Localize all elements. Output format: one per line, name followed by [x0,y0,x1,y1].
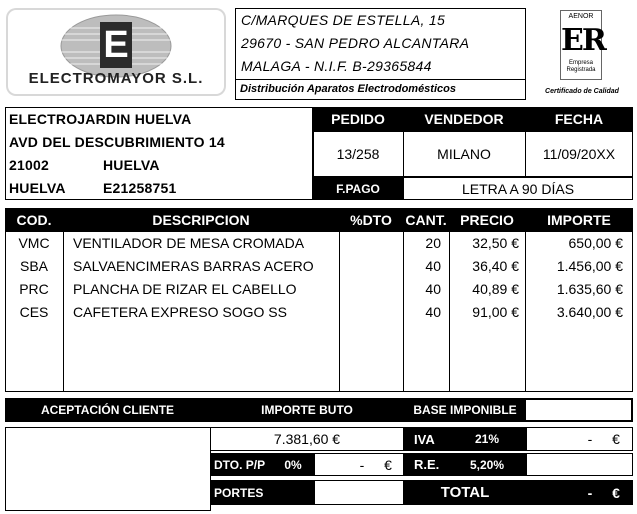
portes-value-box [314,480,404,505]
col-dto-header: %DTO [350,211,392,228]
importe-bruto-value: 7.381,60 € [210,427,404,451]
vendedor-value: MILANO [437,146,491,162]
client-tax-id: E21258751 [103,180,177,196]
dto-pp-percent: 0% [284,457,302,472]
item-cod: PRC [19,281,49,297]
client-street: AVD DEL DESCUBRIMIENTO 14 [9,134,225,150]
fecha-label: FECHA [554,111,604,127]
aceptacion-cliente-label: ACEPTACIÓN CLIENTE [40,403,175,417]
item-cant: 40 [425,258,441,274]
aenor-sub-line-1: Empresa [568,60,593,66]
iva-currency: € [612,431,620,447]
importe-bruto-label: IMPORTE BUTO [261,403,353,417]
aenor-mark-icon: ER [561,23,605,58]
base-imponible-value [526,400,631,420]
company-logo [6,8,226,96]
client-city: HUELVA [103,157,160,173]
col-cod-header: COD. [16,211,52,228]
logo-letter: E [103,23,129,66]
company-name: ELECTROMAYOR S.L. [28,70,204,87]
item-precio: 36,40 € [472,258,519,274]
re-percent: 5,20% [469,457,505,472]
aenor-certification-badge [560,10,605,80]
aenor-sub-line-2: Registrada [566,67,596,73]
item-desc: VENTILADOR DE MESA CROMADA [73,235,305,251]
item-cant: 40 [425,304,441,320]
col-cant-header: CANT. [405,211,447,228]
aenor-caption: Certificado de Calidad [545,88,619,95]
item-importe: 650,00 € [568,235,623,251]
iva-label: IVA [414,431,435,447]
col-divider [63,231,64,392]
col-desc-header: DESCRIPCION [152,211,250,228]
aenor-brand: AENOR [568,13,594,20]
dto-pp-currency: € [384,456,392,473]
item-precio: 32,50 € [472,235,519,251]
address-divider [236,79,525,80]
dto-pp-amount: - [359,456,365,473]
item-importe: 3.640,00 € [556,304,623,320]
fpago-value: LETRA A 90 DÍAS [403,177,633,200]
total-label: TOTAL [440,484,490,501]
col-precio-header: PRECIO [460,211,514,228]
re-label: R.E. [414,457,440,472]
address-line-1: C/MARQUES DE ESTELLA, 15 [241,12,446,28]
company-address-box [235,8,526,100]
item-importe: 1.635,60 € [556,281,623,297]
item-importe: 1.456,00 € [556,258,623,274]
fecha-value: 11/09/20XX [542,146,616,162]
total-value: - [587,484,593,501]
dto-pp-label: DTO. P/P [214,457,266,472]
total-currency: € [612,484,620,501]
item-cod: CES [19,304,49,320]
address-line-3: MALAGA - N.I.F. B-29365844 [241,58,432,74]
col-divider [339,231,340,392]
item-precio: 91,00 € [472,304,519,320]
client-postal-code: 21002 [9,157,49,173]
col-importe-header: IMPORTE [547,211,611,228]
item-desc: SALVAENCIMERAS BARRAS ACERO [73,258,314,274]
item-cant: 40 [425,281,441,297]
pedido-label: PEDIDO [331,111,385,127]
iva-percent: 21% [474,432,500,446]
base-imponible-label: BASE IMPONIBLE [413,403,517,417]
fpago-label: F.PAGO [313,177,403,200]
pedido-value: 13/258 [336,146,380,162]
item-cant: 20 [425,235,441,251]
client-signature-area [5,427,211,511]
address-line-2: 29670 - SAN PEDRO ALCANTARA [241,35,470,51]
re-amount-box [526,453,633,476]
aenor-subtitle [561,60,601,74]
item-cod: VMC [18,235,50,251]
item-desc: CAFETERA EXPRESO SOGO SS [73,304,287,320]
item-cod: SBA [19,258,48,274]
client-name: ELECTROJARDIN HUELVA [9,111,192,127]
portes-label: PORTES [214,485,264,500]
client-province: HUELVA [9,180,66,196]
iva-amount: - [587,431,593,447]
vendedor-label: VENDEDOR [424,111,504,127]
company-tagline: Distribución Aparatos Electrodomésticos [240,83,456,95]
item-precio: 40,89 € [472,281,519,297]
client-block [5,107,313,200]
item-desc: PLANCHA DE RIZAR EL CABELLO [73,281,297,297]
